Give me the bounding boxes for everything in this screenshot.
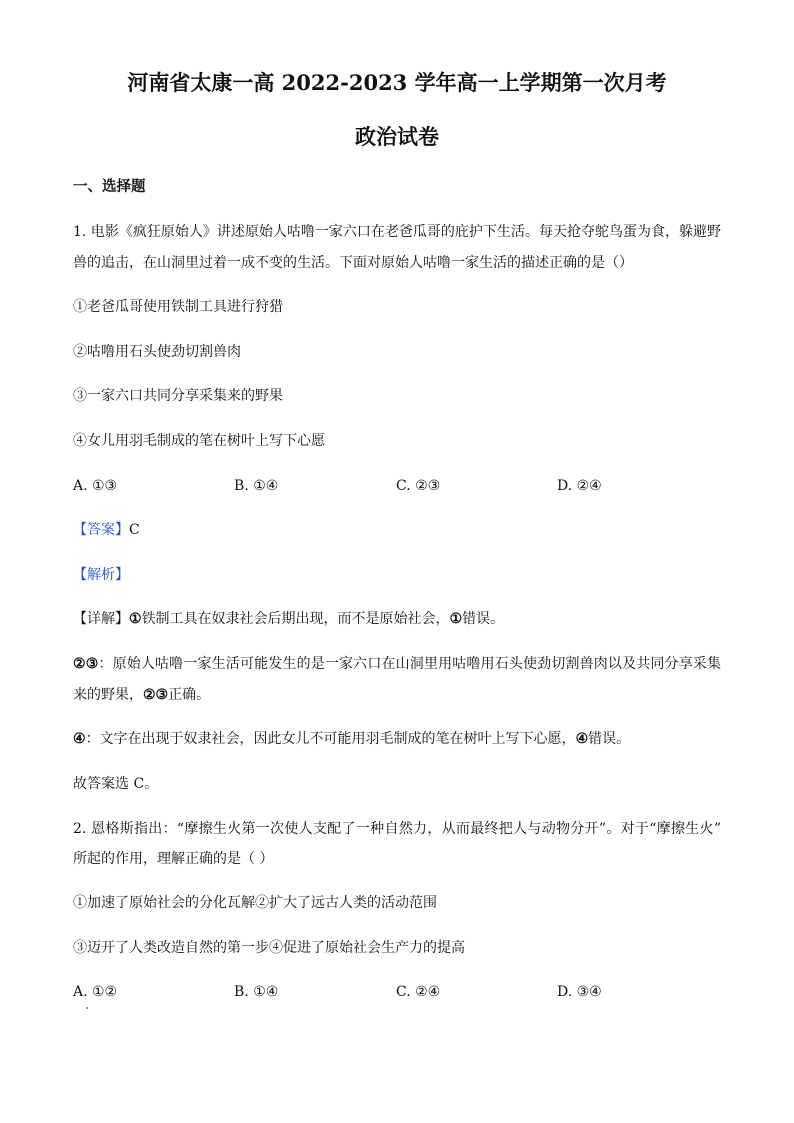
q1-analysis [73,565,129,585]
q1-detail-line4 [73,729,630,749]
q1-stem-line1: 1. 电影《疯狂原始人》讲述原始人咕噜一家六口在老爸瓜哥的庇护下生活。每天抢夺鸵鸟蛋为食，躲避野 [73,224,721,240]
q2-option-c: C. ②④ [396,984,441,1000]
page-subtitle: 政治试卷 [355,124,439,149]
detail-tag: 【详解】 [73,611,129,627]
q1-item-1: ①老爸瓜哥使用铁制工具进行狩猎 [73,299,283,315]
q1-item-2: ②咕噜用石头使劲切割兽肉 [73,344,241,360]
stray-dot [86,1007,88,1009]
q1-option-a: A. ①③ [73,478,118,494]
q1-stem-line2: 兽的追击，在山洞里过着一成不变的生活。下面对原始人咕噜一家生活的描述正确的是（） [73,255,633,271]
q2-option-b: B. ①④ [234,984,279,1000]
q2-stem-line2: 所起的作用，理解正确的是（ ） [73,851,274,867]
q1-item-4: ④女儿用羽毛制成的笔在树叶上写下心愿 [73,433,325,449]
detail-mark: ④ [73,731,86,747]
q1-conclusion: 故答案选 C。 [73,776,159,792]
q1-answer [73,520,140,540]
q1-detail-line3 [73,685,210,705]
detail-text: ：原始人咕噜一家生活可能发生的是一家六口在山洞里用咕噜用石头使劲切割兽肉以及共同分享采集 [98,656,722,672]
q1-option-c: C. ②③ [396,478,441,494]
detail-text: 错误。 [462,611,505,627]
section-heading: 一、选择题 [73,178,146,195]
answer-tag: 【答案】 [73,522,129,538]
answer-value: C [129,522,140,538]
detail-mark: ① [449,611,463,627]
q1-detail-line1 [73,609,504,629]
detail-mark: ②③ [73,656,99,672]
detail-text: ：文字在出现于奴隶社会，因此女儿不可能用羽毛制成的笔在树叶上写下心愿， [85,731,576,747]
q2-items-line2: ③迈开了人类改造自然的第一步④促进了原始社会生产力的提高 [73,940,465,956]
q1-item-3: ③一家六口共同分享采集来的野果 [73,388,283,404]
analysis-tag: 【解析】 [73,567,129,583]
q1-option-d: D. ②④ [557,478,602,494]
detail-text: 正确。 [168,687,211,703]
q2-option-a: A. ①② [73,984,118,1000]
detail-mark: ④ [575,731,589,747]
detail-mark: ① [129,611,142,627]
q2-option-d: D. ③④ [557,984,602,1000]
detail-text: 错误。 [588,731,631,747]
page-title: 河南省太康一高 2022-2023 学年高一上学期第一次月考 [127,70,667,95]
detail-mark: ②③ [143,687,169,703]
q1-detail-line2 [73,654,721,674]
detail-text: 铁制工具在奴隶社会后期出现，而不是原始社会， [141,611,450,627]
q2-items-line1: ①加速了原始社会的分化瓦解②扩大了远古人类的活动范围 [73,895,437,911]
q2-stem-line1: 2. 恩格斯指出：“摩擦生火第一次使人支配了一种自然力，从而最终把人与动物分开”。对于“摩擦生火” [73,821,721,837]
q1-option-b: B. ①④ [234,478,279,494]
detail-text: 来的野果， [73,687,143,703]
